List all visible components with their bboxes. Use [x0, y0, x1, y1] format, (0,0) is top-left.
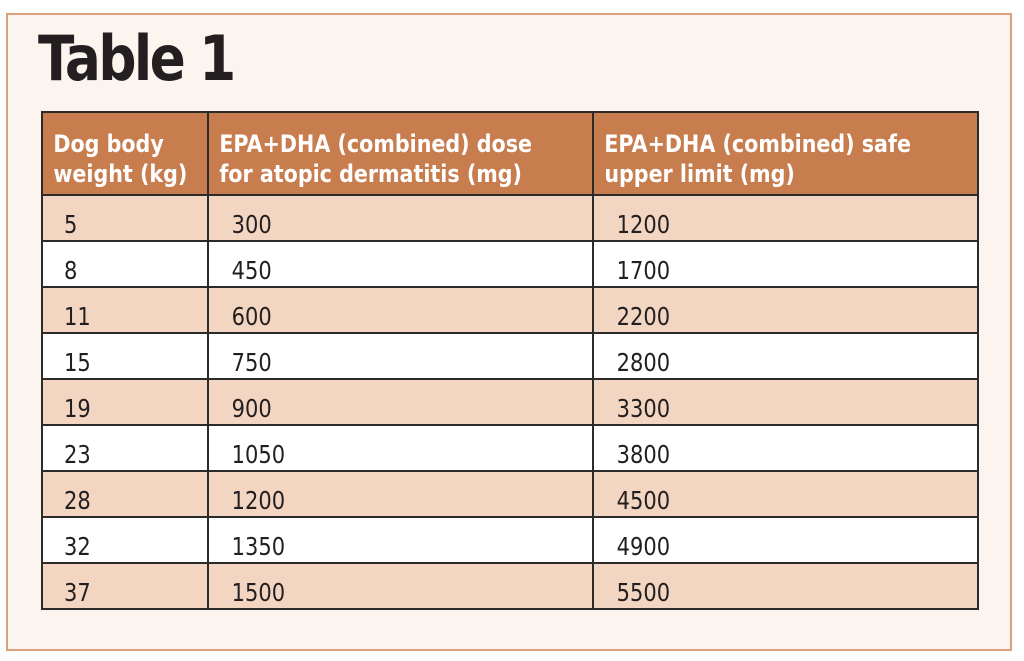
- header-upper-limit: EPA+DHA (combined) safe upper limit (mg): [593, 112, 978, 195]
- cell-upper-limit: 5500: [593, 563, 978, 609]
- cell-weight: 8: [42, 241, 208, 287]
- header-weight: Dog body weight (kg): [42, 112, 208, 195]
- cell-weight: 5: [42, 195, 208, 241]
- cell-upper-limit: 1700: [593, 241, 978, 287]
- cell-upper-limit: 4900: [593, 517, 978, 563]
- cell-weight: 23: [42, 425, 208, 471]
- cell-dose: 300: [208, 195, 593, 241]
- table-row: [42, 517, 978, 563]
- table-row: [42, 241, 978, 287]
- cell-dose: 900: [208, 379, 593, 425]
- table-row: [42, 379, 978, 425]
- cell-upper-limit: 2200: [593, 287, 978, 333]
- header-row: [42, 112, 978, 195]
- table-row: [42, 287, 978, 333]
- cell-weight: 37: [42, 563, 208, 609]
- table-row: [42, 195, 978, 241]
- data-table: [41, 111, 979, 610]
- cell-weight: 28: [42, 471, 208, 517]
- cell-upper-limit: 3800: [593, 425, 978, 471]
- cell-upper-limit: 2800: [593, 333, 978, 379]
- table-title: Table 1: [38, 22, 234, 95]
- cell-upper-limit: 1200: [593, 195, 978, 241]
- cell-dose: 1050: [208, 425, 593, 471]
- cell-dose: 1350: [208, 517, 593, 563]
- table-row: [42, 563, 978, 609]
- table-row: [42, 333, 978, 379]
- header-dose: EPA+DHA (combined) dose for atopic dermatitis (mg): [208, 112, 593, 195]
- cell-weight: 11: [42, 287, 208, 333]
- cell-weight: 32: [42, 517, 208, 563]
- cell-dose: 1200: [208, 471, 593, 517]
- cell-upper-limit: 4500: [593, 471, 978, 517]
- cell-upper-limit: 3300: [593, 379, 978, 425]
- cell-dose: 600: [208, 287, 593, 333]
- table-row: [42, 425, 978, 471]
- cell-weight: 19: [42, 379, 208, 425]
- cell-weight: 15: [42, 333, 208, 379]
- cell-dose: 450: [208, 241, 593, 287]
- cell-dose: 1500: [208, 563, 593, 609]
- table-row: [42, 471, 978, 517]
- cell-dose: 750: [208, 333, 593, 379]
